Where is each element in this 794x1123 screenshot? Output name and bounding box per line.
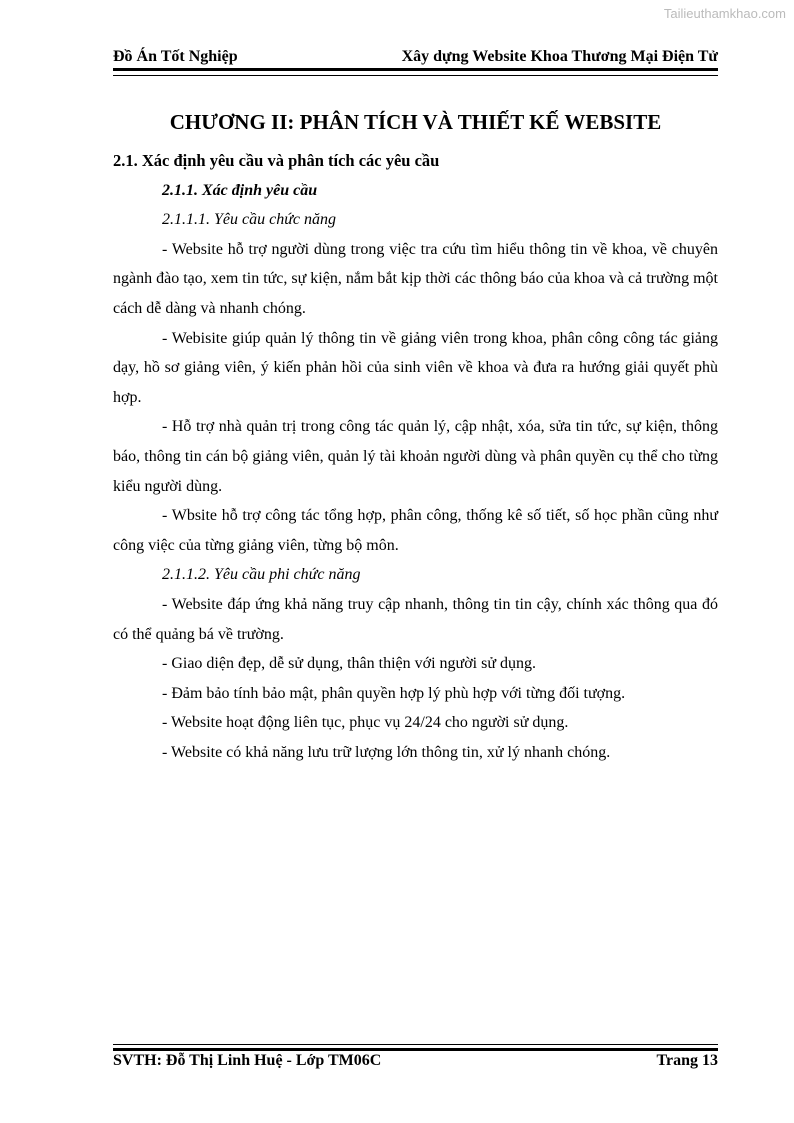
header-right: Xây dựng Website Khoa Thương Mại Điện Tử	[401, 48, 718, 65]
paragraph: - Giao diện đẹp, dễ sử dụng, thân thiện với người sử dụng.	[162, 655, 536, 673]
subsection-heading: 2.1.1. Xác định yêu cầu	[162, 181, 318, 199]
header-divider	[113, 68, 718, 76]
paragraph: - Đảm bảo tính bảo mật, phân quyền hợp lý phù hợp với từng đối tượng.	[162, 684, 626, 702]
paragraph: - Website hỗ trợ người dùng trong việc tra cứu tìm hiểu thông tin về khoa, về chuyên ngành đào tạo, xem tin tức, sự kiện, nắm bắt kịp thời các thông báo của khoa và cả trường một cách dễ dàng và nhanh chóng.	[113, 240, 718, 317]
chapter-title: CHƯƠNG II: PHÂN TÍCH VÀ THIẾT KẾ WEBSITE	[169, 110, 662, 134]
paragraph: - Webisite giúp quản lý thông tin về giảng viên trong khoa, phân công công tác giảng dạy, hồ sơ giảng viên, ý kiến phản hồi của sinh viên về khoa và đưa ra hướng giải quyết phù hợp.	[113, 329, 718, 406]
section-heading: 2.1. Xác định yêu cầu và phân tích các yêu cầu	[113, 151, 440, 170]
footer-author: SVTH: Đỗ Thị Linh Huệ - Lớp TM06C	[113, 1052, 382, 1069]
page-footer	[113, 1052, 718, 1070]
footer-divider	[113, 1044, 718, 1051]
subsubsection-heading-functional: 2.1.1.1. Yêu cầu chức năng	[162, 211, 337, 229]
page-header	[113, 48, 718, 66]
header-left: Đồ Án Tốt Nghiệp	[113, 48, 238, 65]
paragraph: - Website hoạt động liên tục, phục vụ 24/24 cho người sử dụng.	[162, 714, 569, 732]
body-content	[113, 146, 718, 767]
paragraph: - Website có khả năng lưu trữ lượng lớn thông tin, xử lý nhanh chóng.	[162, 743, 611, 761]
watermark: Tailieuthamkhao.com	[663, 6, 786, 21]
paragraph: - Website đáp ứng khả năng truy cập nhanh, thông tin tin cậy, chính xác thông qua đó có thể quảng bá về trường.	[113, 595, 718, 643]
paragraph: - Hỗ trợ nhà quản trị trong công tác quản lý, cập nhật, xóa, sửa tin tức, sự kiện, thông báo, thông tin cán bộ giảng viên, quản lý tài khoản người dùng và phân quyền cụ thể cho từng kiểu người dùng.	[113, 418, 718, 495]
paragraph: - Wbsite hỗ trợ công tác tổng hợp, phân công, thống kê số tiết, số học phần cũng như công việc của từng giảng viên, từng bộ môn.	[113, 507, 718, 554]
page-number: Trang 13	[656, 1052, 718, 1069]
subsubsection-heading-nonfunctional: 2.1.1.2. Yêu cầu phi chức năng	[162, 566, 361, 584]
